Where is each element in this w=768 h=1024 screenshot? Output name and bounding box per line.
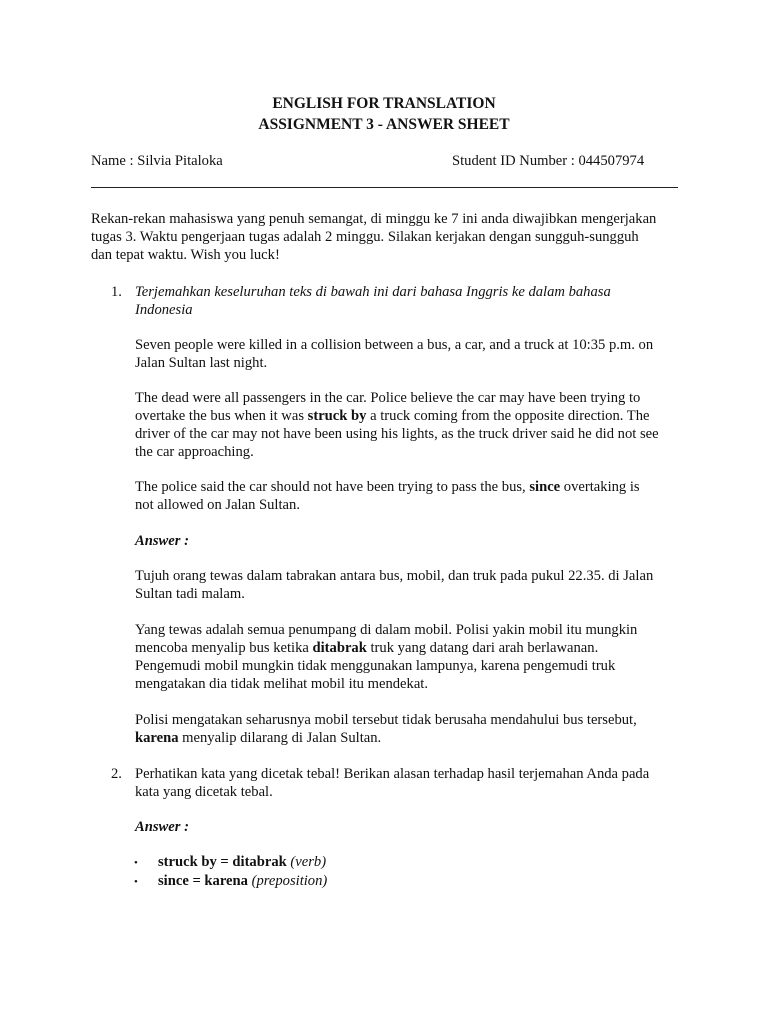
intro-line-3: dan tepat waktu. Wish you luck! [91, 247, 280, 263]
source-paragraph-2-line-2: overtake the bus when it was struck by a truck coming from the opposite direction. The [135, 408, 650, 424]
bold-term-karena: karena [135, 730, 179, 746]
source-paragraph-3-line-1: The police said the car should not have been trying to pass the bus, since overtaking is [135, 479, 640, 495]
intro-line-2: tugas 3. Waktu pengerjaan tugas adalah 2 minggu. Silakan kerjakan dengan sungguh-sungguh [91, 229, 639, 245]
student-name: Name : Silvia Pitaloka [91, 153, 223, 169]
answer-1-label: Answer : [135, 533, 189, 549]
source-paragraph-2-line-3: driver of the car may not have been using his lights, as the truck driver said he did not see [135, 426, 659, 442]
student-id: Student ID Number : 044507974 [452, 153, 645, 169]
bullet-icon: • [134, 876, 138, 888]
header-divider [91, 187, 678, 188]
translation-paragraph-2-line-1: Yang tewas adalah semua penumpang di dalam mobil. Polisi yakin mobil itu mungkin [135, 622, 638, 638]
bold-term-since: since [529, 479, 561, 495]
source-paragraph-2-line-1: The dead were all passengers in the car. Police believe the car may have been trying to [135, 390, 641, 406]
question-2-number: 2. [111, 766, 122, 782]
translation-paragraph-3-line-1: Polisi mengatakan seharusnya mobil tersebut tidak berusaha mendahului bus tersebut, [135, 712, 637, 728]
source-paragraph-3-line-2: not allowed on Jalan Sultan. [135, 497, 300, 513]
source-paragraph-2-line-4: the car approaching. [135, 444, 254, 460]
question-2-instruction-line-2: kata yang dicetak tebal. [135, 784, 273, 800]
source-paragraph-1-line-1: Seven people were killed in a collision between a bus, a car, and a truck at 10:35 p.m. on [135, 337, 654, 353]
translation-paragraph-2-line-2: mencoba menyalip bus ketika ditabrak truk yang datang dari arah berlawanan. [135, 640, 599, 656]
translation-paragraph-3-line-2: karena menyalip dilarang di Jalan Sultan. [135, 730, 382, 746]
answer-2-label: Answer : [135, 819, 189, 835]
translation-paragraph-1-line-2: Sultan tadi malam. [135, 586, 245, 602]
bold-term-struck-by: struck by [307, 408, 367, 424]
question-2-instruction-line-1: Perhatikan kata yang dicetak tebal! Berikan alasan terhadap hasil terjemahan Anda pada [135, 766, 650, 782]
question-1-instruction-line-2: Indonesia [135, 302, 193, 318]
translation-paragraph-2-line-3: Pengemudi mobil mungkin tidak menggunakan lampunya, karena pengemudi truk [135, 658, 616, 674]
translation-paragraph-1-line-1: Tujuh orang tewas dalam tabrakan antara bus, mobil, dan truk pada pukul 22.35. di Jalan [135, 568, 654, 584]
translation-paragraph-2-line-4: mengatakan dia tidak melihat mobil itu mendekat. [135, 676, 429, 692]
intro-line-1: Rekan-rekan mahasiswa yang penuh semangat, di minggu ke 7 ini anda diwajibkan mengerjakan [91, 211, 657, 227]
assignment-title: ASSIGNMENT 3 - ANSWER SHEET [258, 116, 510, 133]
bold-term-ditabrak: ditabrak [312, 640, 367, 656]
question-1-instruction-line-1: Terjemahkan keseluruhan teks di bawah ini dari bahasa Inggris ke dalam bahasa [135, 284, 611, 300]
source-paragraph-1-line-2: Jalan Sultan last night. [135, 355, 268, 371]
bullet-item-2: since = karena (preposition) [158, 873, 328, 889]
bullet-item-1: struck by = ditabrak (verb) [158, 854, 327, 870]
course-title: ENGLISH FOR TRANSLATION [272, 95, 496, 112]
bullet-icon: • [134, 857, 138, 869]
question-1-number: 1. [111, 284, 122, 300]
